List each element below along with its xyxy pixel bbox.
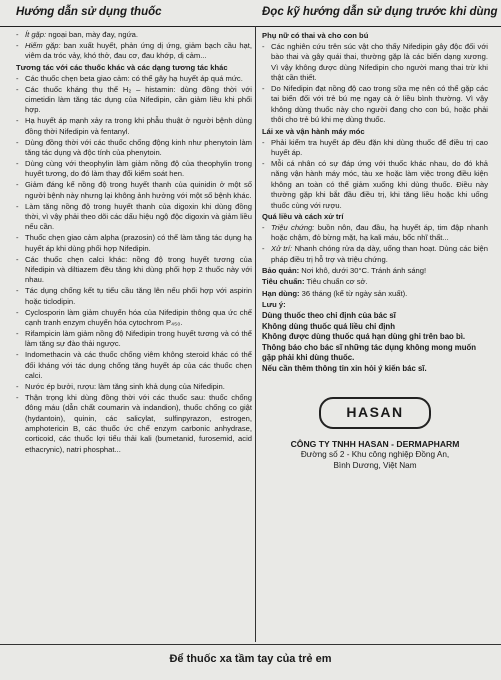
right-column: [262, 30, 488, 471]
interaction-item: - Làm tăng nồng độ trong huyết thanh của digoxin khi dùng đồng thời, vì vậy phải theo dõi các dấu hiệu ngộ độc digoxin và giảm liều nếu cần.: [16, 201, 252, 232]
interaction-item: - Hạ huyết áp mạnh xảy ra trong khi phẫu thuật ở người bệnh dùng đồng thời Nifedipin và fentanyl.: [16, 116, 252, 136]
column-divider: [255, 26, 256, 642]
interaction-item: - Thận trọng khi dùng đồng thời với các thuốc sau: thuốc chống đông máu (dẫn chất coumarin và indandion), thuốc chống co giật (hydantoin), quinin, các salicylat, sulfinpyrazon, estrogen, amphotericin B, các thuốc ức chế enzym carbonic anhydrase, corticoid, các thuốc lợi tiểu thải kali (bumetanid, furosemid, acid ethacrynic), natri phosphat...: [16, 392, 252, 454]
side-effect-rare: - Hiếm gặp: ban xuất huyết, phản ứng dị ứng, giảm bạch cầu hạt, viêm da tróc vảy, khó thở, đau cơ, đau khớp, dị cảm...: [16, 40, 252, 61]
interaction-item: - Nước ép bưởi, rượu: làm tăng sinh khả dụng của Nifedipin.: [16, 381, 225, 391]
note-heading: Lưu ý:: [262, 300, 286, 310]
overdose-text: buồn nôn, đau đầu, hạ huyết áp, tim đập nhanh hoặc chậm, đỏ bừng mặt, hạ kali máu, bốc nhĩ thất...: [271, 222, 488, 243]
header-left-title: Hướng dẫn sử dụng thuốc: [16, 6, 162, 18]
storage-line: Bảo quản: Nơi khô, dưới 30°C. Tránh ánh sáng!: [262, 265, 427, 275]
footer-warning: Để thuốc xa tầm tay của trẻ em: [169, 653, 332, 665]
overdose-treatment: - Xử trí: Nhanh chóng rửa dạ dày, uống than hoạt. Dùng các biện pháp điều trị hỗ trợ và triệu chứng.: [262, 244, 488, 264]
overdose-symptoms: - Triệu chứng: buồn nôn, đau đầu, hạ huyết áp, tim đập nhanh hoặc chậm, đỏ bừng mặt, hạ kali máu, bốc nhĩ thất...: [262, 222, 488, 243]
interaction-item: - Indomethacin và các thuốc chống viêm không steroid khác có thể đối kháng với tác dụng chống tăng huyết áp của các thuốc chẹn calci.: [16, 350, 252, 380]
overdose-text: Nhanh chóng rửa dạ dày, uống than hoạt. Dùng các biện pháp điều trị hỗ trợ và triệu chứng.: [271, 244, 488, 264]
header-bar: [0, 0, 501, 27]
pregnancy-heading: Phụ nữ có thai và cho con bú: [262, 31, 369, 40]
header-right-title: Đọc kỹ hướng dẫn sử dụng trước khi dùng: [262, 6, 498, 18]
company-name: CÔNG TY TNHH HASAN - DERMAPHARM: [290, 438, 460, 449]
interaction-item: - Các thuốc chẹn beta giao cảm: có thể gây hạ huyết áp quá mức.: [16, 73, 243, 83]
pregnancy-item: - Do Nifedipin đạt nồng độ cao trong sữa mẹ nên có thể gặp các tai biến đối với trẻ bú mẹ ngay cả ở liều bình thường. Vì vậy không dùng thuốc này cho người đang cho con bú, hoặc phải thôi cho trẻ bú khi mẹ dùng thuốc.: [262, 84, 488, 125]
overdose-label: Triệu chứng:: [271, 222, 315, 232]
note-line: Không dùng thuốc quá liều chỉ định: [262, 321, 395, 331]
shelf-life-line: Hạn dùng: 36 tháng (kể từ ngày sản xuất).: [262, 288, 408, 298]
note-line: Không được dùng thuốc quá hạn dùng ghi trên bao bì.: [262, 332, 466, 342]
standard-line: Tiêu chuẩn: Tiêu chuẩn cơ sở.: [262, 277, 368, 287]
note-line: Dùng thuốc theo chỉ định của bác sĩ: [262, 311, 396, 321]
side-effect-label: Hiếm gặp:: [25, 40, 61, 50]
interactions-heading: Tương tác với các thuốc khác và các dạng tương tác khác: [16, 62, 228, 72]
side-effect-label: Ít gặp:: [25, 30, 47, 39]
interaction-item: - Dùng cùng với theophylin làm giảm nồng độ của theophylin trong huyết tương, do đó làm thay đổi kiểm soát hen.: [16, 158, 252, 179]
company-address-line2: Bình Dương, Việt Nam: [333, 461, 417, 471]
interaction-item: - Cyclosporin làm giảm chuyển hóa của Nifedipin thông qua ức chế cạnh tranh enzym chuyển hóa cytochrom P₄₅₀.: [16, 307, 252, 327]
pregnancy-item: - Các nghiên cứu trên súc vật cho thấy Nifedipin gây độc đối với bào thai và gây quái thai, thường gặp là các biến dạng xương. Vì vậy không được dùng Nifedipin cho người mang thai trừ khi thật cần thiết.: [262, 41, 488, 83]
interaction-item: - Tác dụng chống kết tụ tiểu cầu tăng lên nếu phối hợp với aspirin hoặc ticlodipin.: [16, 286, 252, 306]
side-effect-text: ban xuất huyết, phản ứng dị ứng, giảm bạch cầu hạt, viêm da tróc vảy, khó thở, đau cơ, đau khớp, dị cảm...: [25, 40, 252, 61]
left-column: [16, 30, 252, 456]
note-line: Nếu cần thêm thông tin xin hỏi ý kiến bác sĩ.: [262, 364, 427, 374]
side-effect-uncommon: - Ít gặp: ngoại ban, mày đay, ngứa.: [16, 30, 139, 39]
note-line: Thông báo cho bác sĩ những tác dụng không mong muốn gặp phải khi dùng thuốc.: [262, 342, 476, 363]
hasan-logo: HASAN: [319, 397, 431, 429]
interaction-item: - Các thuốc chẹn calci khác: nồng độ trong huyết tương của Nifedipin và diltiazem đều tăng khi dùng phối hợp 2 thuốc này với nhau.: [16, 254, 252, 285]
interaction-item: - Giảm đáng kể nồng độ trong huyết thanh của quinidin ở một số người bệnh này nhưng lại không ảnh hưởng với một số bệnh khác.: [16, 180, 252, 200]
driving-item: - Mỗi cá nhân có sự đáp ứng với thuốc khác nhau, do đó khả năng vận hành máy móc, tàu xe hoặc làm việc trong điều kiện không an toàn có thể giảm xuống khi dùng thuốc. Điều này thường gặp khi bắt đầu điều trị, khi tăng liều hoặc khi uống thuốc cùng với rượu.: [262, 158, 488, 210]
overdose-label: Xử trí:: [271, 244, 293, 254]
footer-divider: [0, 644, 501, 645]
interaction-item: - Thuốc chẹn giao cảm alpha (prazosin) có thể làm tăng tác dụng hạ huyết áp khi dùng phối hợp Nifedipin.: [16, 233, 252, 253]
company-address-line1: Đường số 2 - Khu công nghiệp Đồng An,: [300, 450, 450, 460]
driving-heading: Lái xe và vận hành máy móc: [262, 126, 365, 136]
interaction-item: - Dùng đồng thời với các thuốc chống động kinh như phenytoin làm tăng tác dụng và độc tính của phenytoin.: [16, 137, 252, 157]
side-effect-text: ngoại ban, mày đay, ngứa.: [46, 30, 139, 39]
interaction-item: - Các thuốc kháng thụ thể H₂ – histamin: dùng đồng thời với cimetidin làm tăng tác dụng của Nifedipin, cần giảm liều khi phối hợp.: [16, 84, 252, 115]
overdose-heading: Quá liều và cách xử trí: [262, 211, 344, 221]
interaction-item: - Rifampicin làm giảm nồng độ Nifedipin trong huyết tương và có thể làm tăng sự đào thải ngược.: [16, 328, 252, 349]
driving-item: - Phải kiểm tra huyết áp đều đặn khi dùng thuốc để điều trị cao huyết áp.: [262, 137, 488, 157]
